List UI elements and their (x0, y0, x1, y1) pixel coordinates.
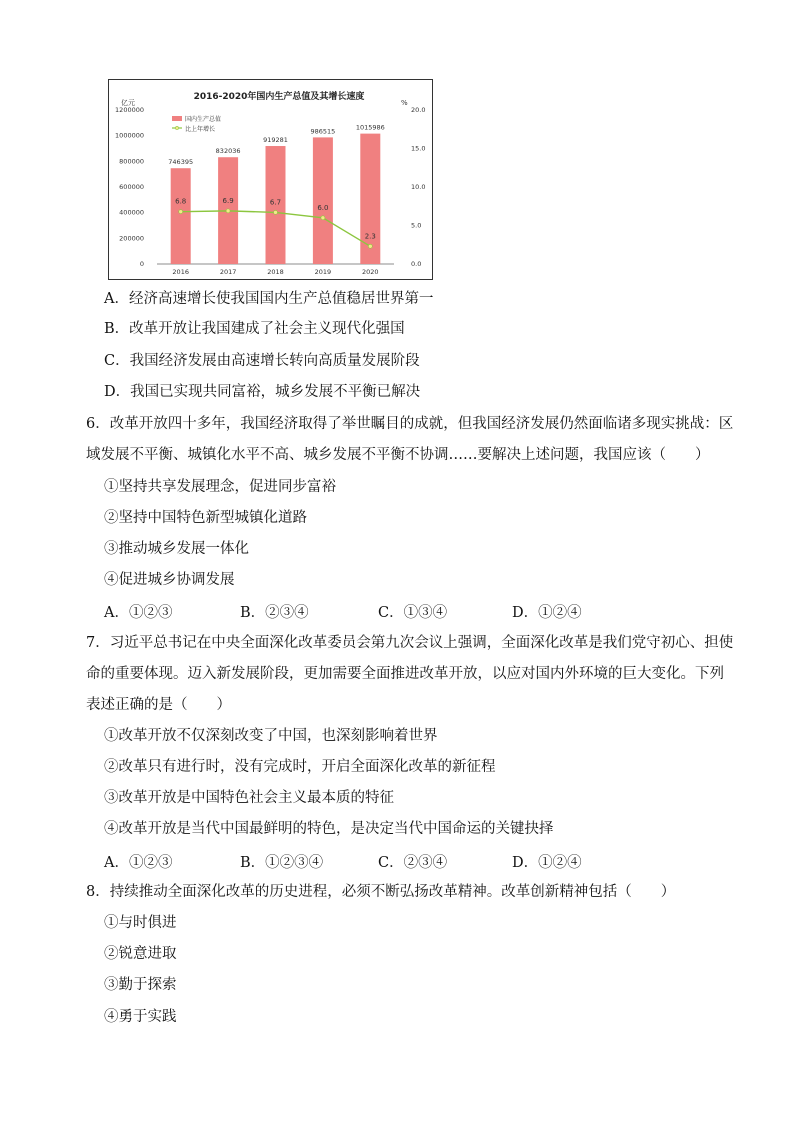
q5-option-b: B．改革开放让我国建成了社会主义现代化强国 (104, 321, 405, 337)
q7-choice-c: C．②③④ (378, 855, 448, 871)
q5-option-d: D．我国已实现共同富裕，城乡发展不平衡已解决 (104, 384, 421, 400)
q7-item-2: ②改革只有进行时，没有完成时，开启全面深化改革的新征程 (104, 759, 496, 775)
q8-item-3: ③勤于探索 (104, 977, 177, 993)
y-right-tick-label: 15.0 (411, 144, 426, 153)
gdp-bar-value-label: 746395 (168, 158, 194, 167)
q8-item-2: ②锐意进取 (104, 946, 177, 962)
y-left-tick-label: 600000 (119, 183, 144, 191)
y-right-tick-label: 10.0 (411, 183, 426, 191)
q7-item-1: ①改革开放不仅深刻改变了中国，也深刻影响着世界 (104, 728, 438, 744)
q7-choice-b: B．①②③④ (240, 855, 324, 871)
q7-item-4: ④改革开放是当代中国最鲜明的特色，是决定当代中国命运的关键抉择 (104, 821, 554, 837)
y-right-tick-label: 0.0 (411, 260, 422, 268)
growth-value-label: 2.3 (364, 232, 376, 241)
gdp-bar-value-label: 986515 (310, 127, 336, 136)
growth-point (321, 216, 325, 220)
q6-choice-d: D．①②④ (512, 605, 582, 621)
q7-stem-line3: 表述正确的是（ ） (86, 697, 231, 713)
q7-item-3: ③改革开放是中国特色社会主义最本质的特征 (104, 790, 394, 806)
growth-value-label: 6.9 (222, 196, 234, 205)
q6-choice-b: B．②③④ (240, 605, 309, 621)
y-right-tick-label: 5.0 (411, 221, 422, 230)
x-tick-label: 2016 (172, 268, 189, 276)
q6-item-2: ②坚持中国特色新型城镇化道路 (104, 510, 307, 526)
q6-choices (104, 601, 664, 621)
x-tick-label: 2019 (314, 268, 332, 276)
growth-value-label: 6.8 (175, 197, 187, 206)
q7-stem-line1: 7．习近平总书记在中央全面深化改革委员会第九次会议上强调，全面深化改革是我们党守初心、担使 (86, 635, 734, 651)
growth-point (179, 210, 183, 214)
growth-point (368, 244, 372, 248)
gdp-bar-value-label: 1015986 (355, 123, 385, 132)
q6-choice-c: C．①③④ (378, 605, 448, 621)
q8-stem-line1: 8．持续推动全面深化改革的历史进程，必须不断弘扬改革精神。改革创新精神包括（ ） (86, 884, 676, 900)
q7-stem-line2: 命的重要体现。迈入新发展阶段，更加需要全面推进改革开放，以应对国内外环境的巨大变化。下列 (86, 666, 724, 682)
q6-item-1: ①坚持共享发展理念，促进同步富裕 (104, 479, 336, 495)
q6-stem-line2: 域发展不平衡、城镇化水平不高、城乡发展不平衡不协调……要解决上述问题，我国应该（ ） (86, 447, 710, 463)
gdp-bar (171, 168, 191, 264)
growth-value-label: 6.0 (317, 203, 329, 212)
gdp-chart (108, 79, 433, 280)
y-left-tick-label: 400000 (119, 208, 144, 217)
growth-point (226, 209, 230, 213)
y-left-tick-label: 1000000 (115, 131, 144, 140)
growth-value-label: 6.7 (269, 198, 282, 207)
q5-option-c: C．我国经济发展由高速增长转向高质量发展阶段 (104, 353, 420, 369)
q7-choice-a: A．①②③ (104, 855, 173, 871)
q6-item-4: ④促进城乡协调发展 (104, 572, 235, 588)
q8-item-1: ①与时俱进 (104, 915, 177, 931)
gdp-bar-value-label: 832036 (215, 147, 241, 156)
q5-option-a: A．经济高速增长使我国国内生产总值稳居世界第一 (104, 291, 434, 307)
x-tick-label: 2017 (219, 268, 237, 276)
chart-title: 2016-2020年国内生产总值及其增长速度 (193, 92, 365, 102)
gdp-bar (313, 137, 333, 264)
q6-choice-a: A．①②③ (104, 605, 173, 621)
legend-line-marker (175, 126, 178, 129)
y-right-tick-label: 20.0 (411, 106, 426, 114)
q6-stem-line1: 6．改革开放四十多年，我国经济取得了举世瞩目的成就，但我国经济发展仍然面临诸多现实挑战：区 (86, 416, 734, 432)
legend-growth-label: 比上年增长 (185, 126, 216, 133)
gdp-chart-svg (109, 80, 432, 279)
q6-item-3: ③推动城乡发展一体化 (104, 541, 249, 557)
gdp-bar-value-label: 919281 (263, 136, 288, 145)
q7-choices (104, 851, 664, 871)
q8-item-4: ④勇于实践 (104, 1009, 177, 1025)
legend-gdp-label: 国内生产总值 (185, 116, 222, 123)
q7-choice-d: D．①②④ (512, 855, 582, 871)
y-left-tick-label: 200000 (119, 234, 144, 243)
growth-point (274, 210, 278, 214)
x-tick-label: 2020 (362, 268, 379, 276)
x-tick-label: 2018 (267, 268, 284, 276)
y-right-unit: % (401, 99, 408, 107)
y-left-tick-label: 800000 (119, 157, 144, 166)
legend-bar-swatch (172, 116, 182, 121)
y-left-unit: 亿元 (121, 99, 135, 107)
y-left-tick-label: 1200000 (115, 106, 144, 114)
y-left-tick-label: 0 (139, 260, 144, 268)
